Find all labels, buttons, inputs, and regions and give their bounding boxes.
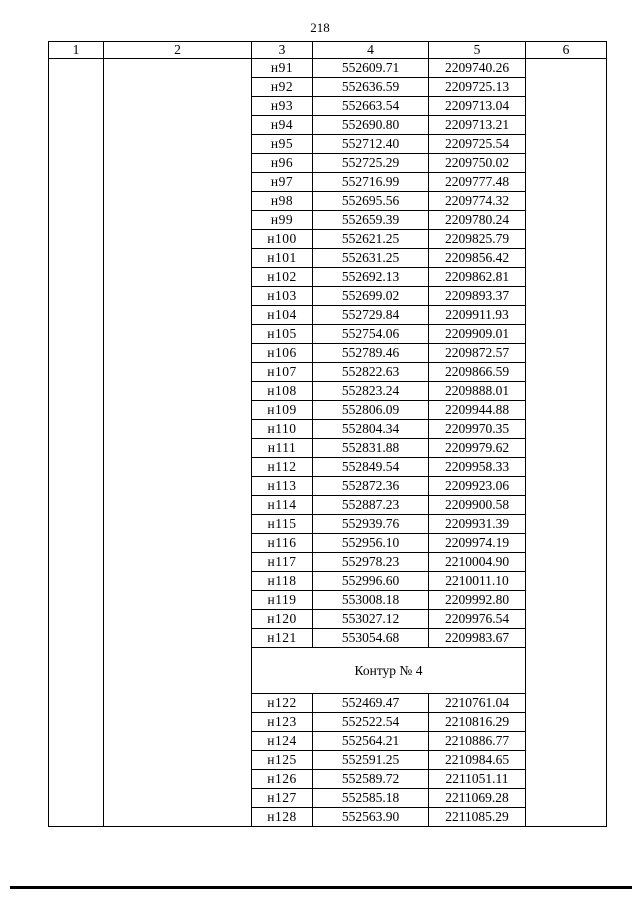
y-coordinate-cell: 2209856.42	[429, 249, 526, 268]
point-cell: н119	[252, 591, 313, 610]
x-coordinate-cell: 552609.71	[313, 59, 429, 78]
point-cell: н112	[252, 458, 313, 477]
y-coordinate-cell: 2209979.62	[429, 439, 526, 458]
x-coordinate-cell: 552956.10	[313, 534, 429, 553]
point-cell: н122	[252, 694, 313, 713]
x-coordinate-cell: 552469.47	[313, 694, 429, 713]
point-cell: н121	[252, 629, 313, 648]
y-coordinate-cell: 2209909.01	[429, 325, 526, 344]
y-coordinate-cell: 2209725.13	[429, 78, 526, 97]
point-cell: н104	[252, 306, 313, 325]
x-coordinate-cell: 553027.12	[313, 610, 429, 629]
point-cell: н108	[252, 382, 313, 401]
point-cell: н95	[252, 135, 313, 154]
x-coordinate-cell: 552621.25	[313, 230, 429, 249]
x-coordinate-cell: 552563.90	[313, 808, 429, 827]
y-coordinate-cell: 2209780.24	[429, 211, 526, 230]
column-2-blank	[104, 59, 252, 827]
x-coordinate-cell: 552564.21	[313, 732, 429, 751]
y-coordinate-cell: 2209931.39	[429, 515, 526, 534]
point-cell: н120	[252, 610, 313, 629]
point-cell: н102	[252, 268, 313, 287]
y-coordinate-cell: 2209911.93	[429, 306, 526, 325]
y-coordinate-cell: 2209976.54	[429, 610, 526, 629]
x-coordinate-cell: 552659.39	[313, 211, 429, 230]
y-coordinate-cell: 2209825.79	[429, 230, 526, 249]
x-coordinate-cell: 552754.06	[313, 325, 429, 344]
x-coordinate-cell: 552591.25	[313, 751, 429, 770]
column-6-blank	[526, 59, 607, 827]
x-coordinate-cell: 552806.09	[313, 401, 429, 420]
table-body	[49, 42, 607, 827]
column-header-2: 2	[104, 42, 252, 59]
x-coordinate-cell: 552996.60	[313, 572, 429, 591]
point-cell: н117	[252, 553, 313, 572]
point-cell: н127	[252, 789, 313, 808]
y-coordinate-cell: 2210816.29	[429, 713, 526, 732]
point-cell: н113	[252, 477, 313, 496]
point-cell: н101	[252, 249, 313, 268]
y-coordinate-cell: 2209970.35	[429, 420, 526, 439]
x-coordinate-cell: 553054.68	[313, 629, 429, 648]
y-coordinate-cell: 2210886.77	[429, 732, 526, 751]
y-coordinate-cell: 2209888.01	[429, 382, 526, 401]
y-coordinate-cell: 2210761.04	[429, 694, 526, 713]
y-coordinate-cell: 2209983.67	[429, 629, 526, 648]
x-coordinate-cell: 552849.54	[313, 458, 429, 477]
x-coordinate-cell: 552695.56	[313, 192, 429, 211]
x-coordinate-cell: 552636.59	[313, 78, 429, 97]
x-coordinate-cell: 553008.18	[313, 591, 429, 610]
y-coordinate-cell: 2211085.29	[429, 808, 526, 827]
point-cell: н109	[252, 401, 313, 420]
x-coordinate-cell: 552589.72	[313, 770, 429, 789]
point-cell: н107	[252, 363, 313, 382]
x-coordinate-cell: 552585.18	[313, 789, 429, 808]
point-cell: н111	[252, 439, 313, 458]
point-cell: н94	[252, 116, 313, 135]
coordinates-table	[48, 41, 607, 827]
x-coordinate-cell: 552822.63	[313, 363, 429, 382]
y-coordinate-cell: 2209713.04	[429, 97, 526, 116]
bottom-rule	[10, 886, 632, 889]
point-cell: н93	[252, 97, 313, 116]
column-header-5: 5	[429, 42, 526, 59]
point-cell: н123	[252, 713, 313, 732]
point-cell: н96	[252, 154, 313, 173]
y-coordinate-cell: 2210004.90	[429, 553, 526, 572]
y-coordinate-cell: 2209713.21	[429, 116, 526, 135]
point-cell: н97	[252, 173, 313, 192]
x-coordinate-cell: 552831.88	[313, 439, 429, 458]
x-coordinate-cell: 552712.40	[313, 135, 429, 154]
y-coordinate-cell: 2211069.28	[429, 789, 526, 808]
y-coordinate-cell: 2209974.19	[429, 534, 526, 553]
point-cell: н98	[252, 192, 313, 211]
y-coordinate-cell: 2210984.65	[429, 751, 526, 770]
x-coordinate-cell: 552522.54	[313, 713, 429, 732]
point-cell: н100	[252, 230, 313, 249]
y-coordinate-cell: 2209872.57	[429, 344, 526, 363]
x-coordinate-cell: 552699.02	[313, 287, 429, 306]
point-cell: н118	[252, 572, 313, 591]
y-coordinate-cell: 2209900.58	[429, 496, 526, 515]
y-coordinate-cell: 2209944.88	[429, 401, 526, 420]
x-coordinate-cell: 552939.76	[313, 515, 429, 534]
y-coordinate-cell: 2210011.10	[429, 572, 526, 591]
x-coordinate-cell: 552663.54	[313, 97, 429, 116]
point-cell: н106	[252, 344, 313, 363]
section-title: Контур № 4	[252, 648, 526, 694]
point-cell: н125	[252, 751, 313, 770]
x-coordinate-cell: 552804.34	[313, 420, 429, 439]
y-coordinate-cell: 2209992.80	[429, 591, 526, 610]
x-coordinate-cell: 552690.80	[313, 116, 429, 135]
y-coordinate-cell: 2209958.33	[429, 458, 526, 477]
x-coordinate-cell: 552725.29	[313, 154, 429, 173]
point-cell: н115	[252, 515, 313, 534]
x-coordinate-cell: 552887.23	[313, 496, 429, 515]
column-header-6: 6	[526, 42, 607, 59]
table-row	[49, 59, 607, 78]
y-coordinate-cell: 2209774.32	[429, 192, 526, 211]
point-cell: н126	[252, 770, 313, 789]
y-coordinate-cell: 2209923.06	[429, 477, 526, 496]
point-cell: н110	[252, 420, 313, 439]
y-coordinate-cell: 2209750.02	[429, 154, 526, 173]
y-coordinate-cell: 2209725.54	[429, 135, 526, 154]
y-coordinate-cell: 2209740.26	[429, 59, 526, 78]
y-coordinate-cell: 2209777.48	[429, 173, 526, 192]
point-cell: н103	[252, 287, 313, 306]
column-header-4: 4	[313, 42, 429, 59]
point-cell: н105	[252, 325, 313, 344]
page-number: 218	[310, 20, 330, 35]
x-coordinate-cell: 552729.84	[313, 306, 429, 325]
point-cell: н128	[252, 808, 313, 827]
x-coordinate-cell: 552978.23	[313, 553, 429, 572]
column-header-3: 3	[252, 42, 313, 59]
x-coordinate-cell: 552692.13	[313, 268, 429, 287]
point-cell: н99	[252, 211, 313, 230]
x-coordinate-cell: 552872.36	[313, 477, 429, 496]
point-cell: н91	[252, 59, 313, 78]
y-coordinate-cell: 2209862.81	[429, 268, 526, 287]
column-header-1: 1	[49, 42, 104, 59]
x-coordinate-cell: 552789.46	[313, 344, 429, 363]
y-coordinate-cell: 2209866.59	[429, 363, 526, 382]
y-coordinate-cell: 2211051.11	[429, 770, 526, 789]
y-coordinate-cell: 2209893.37	[429, 287, 526, 306]
x-coordinate-cell: 552631.25	[313, 249, 429, 268]
column-1-blank	[49, 59, 104, 827]
x-coordinate-cell: 552823.24	[313, 382, 429, 401]
point-cell: н116	[252, 534, 313, 553]
point-cell: н114	[252, 496, 313, 515]
point-cell: н124	[252, 732, 313, 751]
x-coordinate-cell: 552716.99	[313, 173, 429, 192]
header-row	[49, 42, 607, 59]
point-cell: н92	[252, 78, 313, 97]
